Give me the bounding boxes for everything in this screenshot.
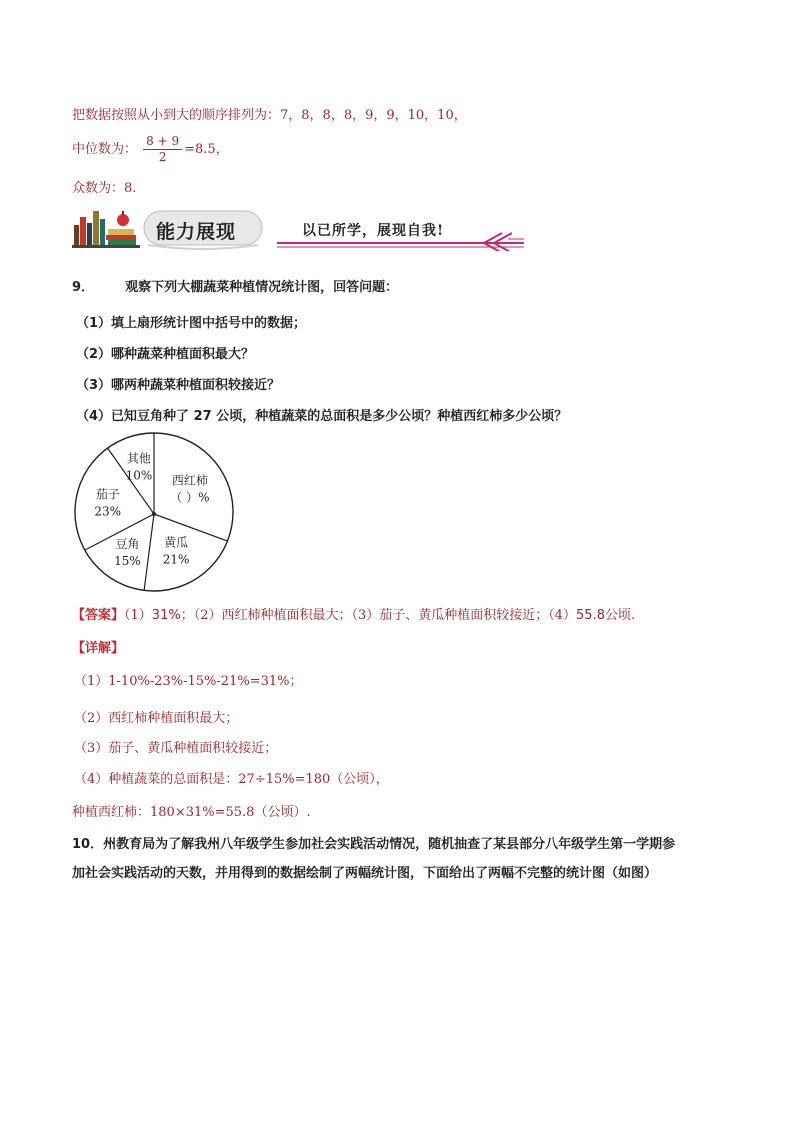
q10-number: 10． [72,837,104,852]
pie-slice-percent: （ ）% [170,490,210,505]
q10-text1: 州教育局为了解我州八年级学生参加社会实践活动情况，随机抽查了某县部分八年级学生第一学期参 [103,837,676,852]
detail-line4: （4）种植蔬菜的总面积是：27÷15%=180（公顷）， [74,772,389,787]
q9-stem: 观察下列大棚蔬菜种植情况统计图，回答问题： [125,280,399,295]
books-icon [72,211,140,248]
detail-line1: （1）1-10%-23%-15%-21%=31%； [74,674,303,689]
q9-stem-line [72,276,398,295]
pie-slice-percent: 23% [94,504,122,519]
pie-slice-name: 西红柿 [171,473,208,488]
vegetable-pie-chart [70,430,240,610]
fraction-denominator: 2 [158,150,167,164]
answer-part3: 公顷. [604,608,636,623]
answer-part2: ；（2）西红柿种植面积最大；（3）茄子、黄瓜种植面积较接近；（4） [180,608,577,623]
pie-slice-percent: 21% [162,552,190,567]
mode-value: 8. [124,181,137,196]
median-result: =8.5， [184,142,229,157]
order-values: 7，8，8，8，9，9，10，10， [280,108,467,123]
detail-line5: 种植西红柿：180×31%=55.8（公顷）. [72,805,311,820]
pie-slice-percent: 15% [114,554,141,569]
answer-value1: 31% [151,608,181,623]
answer-part1: （1） [124,608,152,623]
q9-sub4: （4）已知豆角种了 27 公顷，种植蔬菜的总面积是多少公顷？种植西红柿多少公顷？ [76,409,568,424]
q10-line2: 加社会实践活动的天数，并用得到的数据绘制了两幅统计图，下面给出了两幅不完整的统计图（如图） [72,866,658,881]
q9-sub2: （2）哪种蔬菜种植面积最大？ [76,347,255,362]
order-line [72,104,467,123]
answer-tag: 【答案】 [72,608,125,623]
detail-line2: （2）西红柿种植面积最大； [74,711,239,726]
q9-sub3: （3）哪两种蔬菜种植面积较接近？ [76,378,281,393]
ability-banner [72,205,527,251]
mode-label: 众数为： [72,181,125,196]
median-fraction [143,134,182,165]
answer-line [72,604,635,623]
mode-line [72,177,136,196]
pie-slice-percent: 10% [125,468,153,483]
q9-number: 9． [72,280,95,295]
q9-sub1: （1）填上扇形统计图中括号中的数据； [76,316,307,331]
median-line [72,133,229,167]
detail-line3: （3）茄子、黄瓜种植面积较接近； [74,741,278,756]
pie-slice-name: 豆角 [115,537,140,552]
pie-slice-name: 其他 [126,451,151,466]
pie-slice-name: 黄瓜 [164,535,189,550]
answer-value4: 55.8 [576,608,605,623]
median-label: 中位数为： [72,142,138,157]
q10-line1 [72,833,675,852]
pie-slice-name: 茄子 [95,487,120,502]
banner-graphic [72,205,527,251]
pie-center-dot [152,512,156,516]
detail-tag: 【详解】 [72,641,125,656]
banner-slogan: 以已所学，展现自我! [302,223,445,239]
banner-title: 能力展现 [156,221,237,243]
order-label: 把数据按照从小到大的顺序排列为： [72,108,281,123]
fraction-numerator: 8 + 9 [143,134,182,150]
